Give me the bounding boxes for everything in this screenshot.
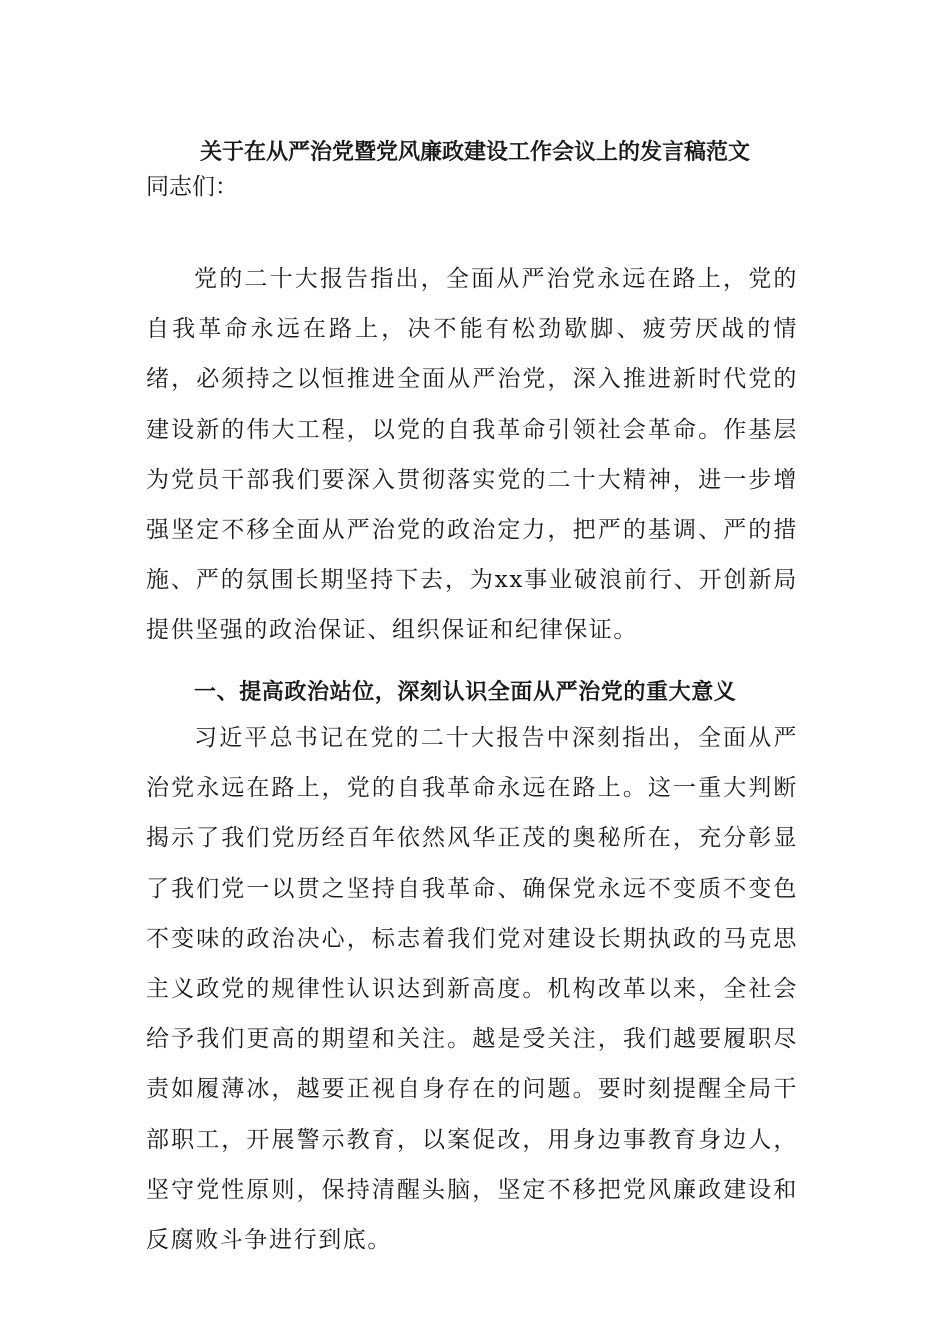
paragraph-intro: 党的二十大报告指出，全面从严治党永远在路上，党的自我革命永远在路上，决不能有松劲歇脚、疲劳厌战的情绪，必须持之以恒推进全面从严治党，深入推进新时代党的建设新的伟大工程，以党的自我革命引领社会革命。作基层为党员干部我们要深入贯彻落实党的二十大精神，进一步增强坚定不移全面从严治党的政治定力，把严的基调、严的措施、严的氛围长期坚持下去，为xx事业破浪前行、开创新局提供坚强的政治保证、组织保证和纪律保证。 — [146, 266, 798, 644]
document-title: 关于在从严治党暨党风廉政建设工作会议上的发言稿范文 — [199, 140, 750, 165]
section-heading-1: 一、提高政治站位，深刻认识全面从严治党的重大意义 — [194, 680, 737, 705]
paragraph-section-1: 习近平总书记在党的二十大报告中深刻指出，全面从严治党永远在路上，党的自我革命永远在路上。这一重大判断揭示了我们党历经百年依然风华正茂的奥秘所在，充分彰显了我们党一以贯之坚持自我革命、确保党永远不变质不变色不变味的政治决心，标志着我们党对建设长期执政的马克思主义政党的规律性认识达到新高度。机构改革以来，全社会给予我们更高的期望和关注。越是受关注，我们越要履职尽责如履薄冰，越要正视自身存在的问题。要时刻提醒全局干部职工，开展警示教育，以案促改，用身边事教育身边人，坚守党性原则，保持清醒头脑，坚定不移把党风廉政建设和反腐败斗争进行到底。 — [146, 725, 798, 1254]
salutation: 同志们： — [146, 174, 238, 200]
